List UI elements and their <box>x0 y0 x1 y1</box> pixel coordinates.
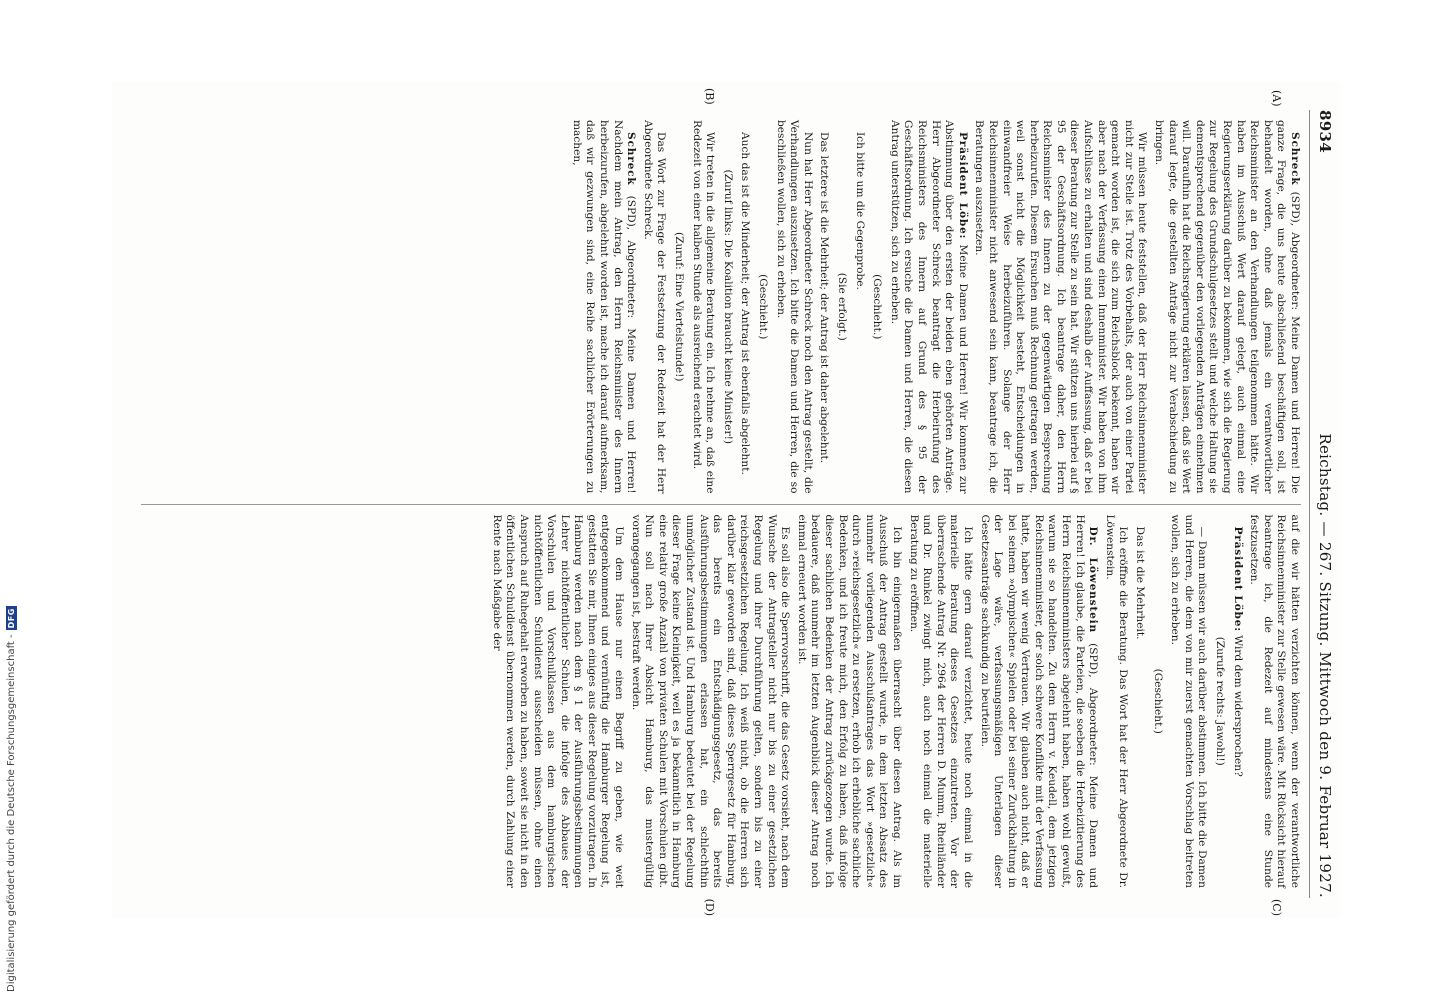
speaker-name: Schreck <box>625 132 638 186</box>
paragraph-text: (SPD), Abgeordneter: Meine Damen und Herren! Nachdem mein Antrag, den Herrn Reichsminister des Innern herbeizurufen, abgelehnt worden ist, mache ich darauf aufmerksam, daß wir gezwungen sind, eine Reihe sachlicher Erörterungen zu machen, <box>570 120 638 494</box>
left-column <box>141 110 1301 504</box>
paragraph: Wir treten in die allgemeine Beratung ein. Ich nehme an, daß eine Redezeit von einer halben Stunde als ausreichend erachtet wird. <box>690 120 717 494</box>
paragraph: Nun hat Herr Abgeordneter Schreck noch den Antrag gestellt, die Verhandlungen auszusetzen. Ich bitte die Damen und Herren, die so beschließen wollen, sich zu erheben. <box>774 120 814 494</box>
credit-text: Digitalisierung gefördert durch die Deutsche Forschungsgemeinschaft - <box>5 634 17 992</box>
paragraph: Das Wort zur Frage der Festsetzung der Redezeit hat der Herr Abgeordnete Schreck. <box>641 120 668 494</box>
paragraph: Wir müssen heute feststellen, daß der Herr Reichsinnenminister nicht zur Stelle ist. Trotz des Vorbehalts, der auch von einer Partei gemacht worden ist, die sich zum Reichsblock bekennt, haben wir aber nach der Verfassung einen Innenminister. Wir haben von ihm Aufschlüsse zu erhalten und sind deshalb der Auffassung, daß er bei dieser Beratung zur Stelle zu sein hat. Wir stützen uns hierbei auf § 95 der Geschäftsordnung. Ich beantrage daher, den Herrn Reichsminister des Innern zu der gegenwärtigen Besprechung herbeizurufen. Diesem Ersuchen muß Rechnung getragen werden, weil sonst nicht die Möglichkeit besteht, Entscheidungen in einwandfreier Weise herbeizuführen. Solange der Herr Reichsinnenminister nicht anwesend sein kann, beantrage ich, die Beratungen auszusetzen. <box>973 120 1149 494</box>
paragraph: Das letztere ist die Mehrheit; der Antrag ist daher abgelehnt. <box>818 132 831 464</box>
paragraph: Es soll also die Sperrvorschrift, die das Gesetz vorsieht, nach dem Wunsche der Antragsteller nicht nur bis zu einer gesetzlichen Regelung und ihrer Durchführung gelten, sondern bis zu einer reichsgesetzlichen Regelung. Ich weiß nicht, ob die Herren sich darüber klar geworden sind, daß dieses Sperrgesetz für Hamburg, das bereits ein Entschädigungsgesetz, das bereits Ausführungsbestimmungen erlassen hat, ein schlechthin unmöglicher Zustand ist. Und Hamburg bedeutet bei der Regelung dieser Frage keine Kleinigkeit, weil es ja bekanntlich in Hamburg eine relativ große Anzahl von privaten Schulen mit Vorschulen gibt. Nun soll nach Ihrer Absicht Hamburg, das mustergültig vorangegangen ist, bestraft werden. <box>629 514 792 888</box>
speaker-name: Präsident Löbe: <box>1231 526 1244 632</box>
heckle: (Zuruf: Eine Viertelstunde!) <box>673 231 686 382</box>
page-body <box>141 88 1301 916</box>
stage-direction: (Geschieht.) <box>1151 668 1164 734</box>
paragraph: — Dann müssen wir auch darüber abstimmen. Ich bitte die Damen und Herren, die dem von mir zuerst gemachten Vorschlag beitreten wollen, sich zu erheben. <box>1169 514 1209 888</box>
paragraph-text: Wird dem widersprochen? <box>1231 635 1244 777</box>
margin-marker-d: (D) <box>703 898 716 916</box>
paragraph: Ich eröffne die Beratung. Das Wort hat der Herr Abgeordnete Dr. Löwenstein. <box>1103 514 1130 888</box>
stage-direction: (Geschieht.) <box>871 274 884 340</box>
right-column <box>141 504 1301 899</box>
dfg-logo: DFG <box>6 608 16 629</box>
speaker-name: Dr. Löwenstein <box>1087 526 1100 634</box>
stage-direction: (Geschieht.) <box>757 274 770 340</box>
paragraph <box>887 120 969 494</box>
paragraph: auf die wir hätten verzichten können, wenn der verantwortliche Reichsinnenminister zur Stelle gewesen wäre. Mit Rücksicht hierauf beantrage ich, die Redezeit auf mindestens eine Stunde festzusetzen. <box>1248 514 1301 888</box>
margin-marker-c: (C) <box>1270 899 1283 916</box>
speaker-name: Schreck <box>1289 132 1301 186</box>
paragraph: Ich bin einigermaßen überrascht über diesen Antrag. Als im Ausschuß der Antrag gestellt wurde, in dem letzten Absatz des nunmehr vorliegenden Ausschußantrages das Wort »gesetzlich« durch »reichsgesetzlich« zu ersetzen, erhob ich erhebliche sachliche Bedenken, und ich freute mich, den Erfolg zu haben, daß infolge dieser sachlichen Bedenken der Antrag zurückgezogen wurde. Ich bedauere, daß nunmehr im letzten Augenblick dieser Antrag noch einmal erneuert worden ist. <box>795 514 903 888</box>
heckle: (Zuruf links: Die Koalition braucht keine Minister!) <box>721 169 734 444</box>
scanned-page <box>112 82 1340 918</box>
stage-direction: (Sie erfolgt.) <box>836 272 848 341</box>
paragraph: Ich hätte gern darauf verzichtet, heute noch einmal in die materielle Beratung dieses Gesetzes einzutreten. Vor der überraschende Antrag Nr. 2964 der Herren D. Mumm, Rheinländer und Dr. Runkel zwingt mich, auch noch einmal die materielle Beratung zu eröffnen. <box>907 514 974 888</box>
page-header <box>1309 110 1334 898</box>
paragraph: Um dem Hause nur einen Begriff zu geben, wie weit entgegenkommend und vernünftig die Hamburger Regelung ist, gestatten Sie mir, Ihnen einiges aus dieser Regelung vorzutragen. In Hamburg werden nach dem § 1 der Ausführungsbestimmungen Lehrer nichtöffentlicher Schulen, die infolge des Abbaues der Vorschulen und Vorschulklassen aus dem hamburgischen nichtöffentlichen Schuldienst ausscheiden müssen, ohne einen Anspruch auf Ruhegehalt erworben zu haben, soweit sie nicht in den öffentlichen Schuldienst übernommen werden, durch Zahlung einer Rente nach Maßgabe der <box>490 514 626 888</box>
paragraph <box>977 515 1099 889</box>
paragraph: Das ist die Mehrheit. <box>1134 526 1147 640</box>
paragraph: Ich bitte um die Gegenprobe. <box>853 132 866 290</box>
heckle: (Zurufe rechts: Jawohl!) <box>1214 636 1227 766</box>
document-page <box>112 82 1340 918</box>
margin-marker-b: (B) <box>703 88 716 105</box>
paragraph <box>1151 120 1301 494</box>
digitization-credit <box>0 0 22 1000</box>
paragraph <box>569 120 637 494</box>
paragraph-text: Meine Damen und Herren! Wir kommen zur Abstimmung über den ersten der beiden eben gehörten Anträge. Herr Abgeordneter Schreck beantragt die Herbeirufung des Reichsministers des Innern auf Grund des § 95 der Geschäftsordnung. Ich ersuche die Damen und Herren, die diesen Antrag unterstützen, sich zu erheben. <box>888 120 969 494</box>
page-number: 8934 <box>1316 110 1334 153</box>
paragraph-text: (SPD), Abgeordneter: Meine Damen und Herren! Die ganze Frage, die uns heute abschließend beschäftigen soll, ist behandelt worden, ohne daß jemals ein verantwortlicher Reichsminister an den Verhandlungen teilgenommen hätte. Wir haben im Ausschuß Wert darauf gelegt, auch einmal eine Regierungserklärung darüber zu bekommen, wie sich die Regierung zur Regelung des Grundschulgesetzes stellt und welche Haltung sie dementsprechend gegenüber den vorliegenden Anträgen einnehmen will. Daraufhin hat die Reichsregierung erklären lassen, daß sie Wert darauf legte, die gestellten Anträge nicht zur Verabschiedung zu bringen. <box>1153 120 1301 494</box>
margin-marker-a: (A) <box>1270 90 1283 107</box>
page-running-title: Reichstag. — 267. Sitzung. Mittwoch den 9. Februar 1927. <box>1316 433 1334 898</box>
speaker-name: Präsident Löbe: <box>956 132 969 240</box>
paragraph-text: (SPD), Abgeordneter: Meine Damen und Herren! Ich glaube, die Parteien, die soeben die Herbeizitierung des Herrn Reichsinnenministers abgelehnt haben, haben wohl gewußt, warum sie so handelten. Zu dem Herrn v. Keudell, dem jetzigen Reichsinnenminister, der solch schwere Konflikte mit der Verfassung hatte, haben wir wenig Vertrauen. Wir glauben auch nicht, daß er bei seinem »olympischen« Spielen oder bei seiner Zurückhaltung in der Lage wäre, verfassungsmäßigen Unterlagen dieser Gesetzesanträge sachkundig zu beurteilen. <box>978 514 1100 888</box>
paragraph <box>1230 515 1244 889</box>
paragraph: Auch das ist die Minderheit; der Antrag ist ebenfalls abgelehnt. <box>739 132 752 475</box>
